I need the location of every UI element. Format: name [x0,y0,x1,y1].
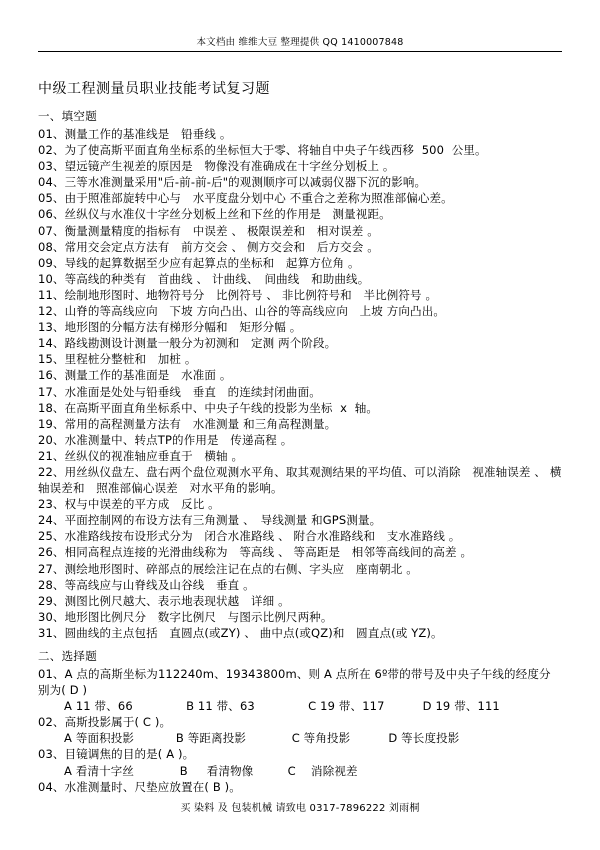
option-line: A 看清十字丝 B 看清物像 C 消除视差 [64,763,358,778]
question-list [38,126,562,641]
question-item: 08、常用交会定点方法有 前方交会 、 侧方交会和 后方交会 。 [38,239,379,254]
question-item: 27、测绘地形图时、碎部点的展绘注记在点的右侧、字头应 座南朝北 。 [38,561,418,576]
question-item: 11、绘制地形图时、地物符号分 比例符号 、 非比例符号和 半比例符号 。 [38,287,438,302]
document-footer: 买 染料 及 包装机械 请致电 0317-7896222 刘雨桐 [180,803,420,814]
question-item: 09、导线的起算数据至少应有起算点的坐标和 起算方位角 。 [38,255,360,270]
choice-question-list [38,666,562,795]
section-heading: 一、填空题 [38,109,97,123]
question-item: 13、地形图的分幅方法有梯形分幅和 矩形分幅 。 [38,320,302,335]
question-item: 12、山脊的等高线应向 下坡 方向凸出、山谷的等高线应向 上坡 方向凸出。 [38,304,445,319]
question-item: 22、用丝纵仪盘左、盘右两个盘位观测水平角、取其观测结果的平均值、可以消除 视准轴误差 、 横轴误差和 照准部偏心误差 对水平角的影响。 [38,464,562,496]
question-item: 03、目镜调焦的目的是( A )。 [38,747,195,762]
document-header [38,0,562,52]
question-item: 18、在高斯平面直角坐标系中、中央子午线的投影为坐标 x 轴。 [38,400,379,415]
question-item: 26、相同高程点连接的光滑曲线称为 等高线 、 等高距是 相邻等高线间的高差 。 [38,545,473,560]
section-heading: 二、选择题 [38,649,97,663]
question-item: 29、测图比例尺越大、表示地表现状越 详细 。 [38,593,290,608]
question-item: 25、水准路线按布设形式分为 闭合水准路线 、 附合水准路线和 支水准路线 。 [38,529,461,544]
question-item: 20、水准测量中、转点TP的作用是 传递高程 。 [38,432,293,447]
question-item: 02、为了使高斯平面直角坐标系的坐标恒大于零、将轴自中央子午线西移 500 公里。 [38,143,487,158]
question-item: 03、望远镜产生视差的原因是 物像没有准确成在十字丝分划板上 。 [38,159,395,174]
question-item: 30、地形图比例尺分 数字比例尺 与图示比例尺两种。 [38,609,333,624]
question-item: 24、平面控制网的布设方法有三角测量 、 导线测量 和GPS测量。 [38,513,382,528]
question-item: 23、权与中误差的平方成 反比 。 [38,497,220,512]
section-fill-in-blank [38,108,562,641]
question-item: 04、水准测量时、尺垫应放置在( B )。 [38,779,241,794]
question-item: 17、水准面是处处与铅垂线 垂直 的连续封闭曲面。 [38,384,321,399]
question-item: 04、三等水准测量采用"后-前-前-后"的观测顺序可以减弱仪器下沉的影响。 [38,175,427,190]
option-line: A 11 带、66 B 11 带、63 C 19 带、117 D 19 带、111 [64,699,500,714]
page-title: 中级工程测量员职业技能考试复习题 [38,81,270,97]
question-item: 16、测量工作的基准面是 水准面 。 [38,368,232,383]
question-item: 15、里程桩分整桩和 加桩 。 [38,352,197,367]
question-item: 07、衡量测量精度的指标有 中误差 、 极限误差和 相对误差 。 [38,223,379,238]
question-item: 01、测量工作的基准线是 铅垂线 。 [38,127,232,141]
header-text: 本文档由 维维大豆 整理提供 QQ 1410007848 [196,37,404,48]
option-line: A 等面积投影 B 等距离投影 C 等角投影 D 等长度投影 [64,731,460,746]
question-item: 05、由于照准部旋转中心与 水平度盘分划中心 不重合之差称为照准部偏心差。 [38,191,453,206]
question-item: 01、A 点的高斯坐标为112240m、19343800m、则 A 点所在 6º带的带号及中央子午线的经度分别为( D ) [38,667,551,698]
header-divider [38,51,562,52]
question-item: 10、等高线的种类有 首曲线 、 计曲线、 间曲线 和助曲线。 [38,271,370,286]
question-item: 28、等高线应与山脊线及山谷线 垂直 。 [38,577,255,592]
question-item: 06、丝纵仪与水准仪十字丝分划板上丝和下丝的作用是 测量视距。 [38,207,391,222]
section-multiple-choice [38,648,562,795]
question-item: 02、高斯投影属于( C )。 [38,715,172,730]
question-item: 14、路线勘测设计测量一般分为初测和 定测 两个阶段。 [38,336,337,351]
question-item: 31、圆曲线的主点包括 直圆点(或ZY) 、 曲中点(或QZ)和 圆直点(或 YZ)。 [38,625,443,640]
question-item: 19、常用的高程测量方法有 水准测量 和三角高程测量。 [38,416,337,431]
question-item: 21、丝纵仪的视准轴应垂直于 横轴 。 [38,448,244,463]
